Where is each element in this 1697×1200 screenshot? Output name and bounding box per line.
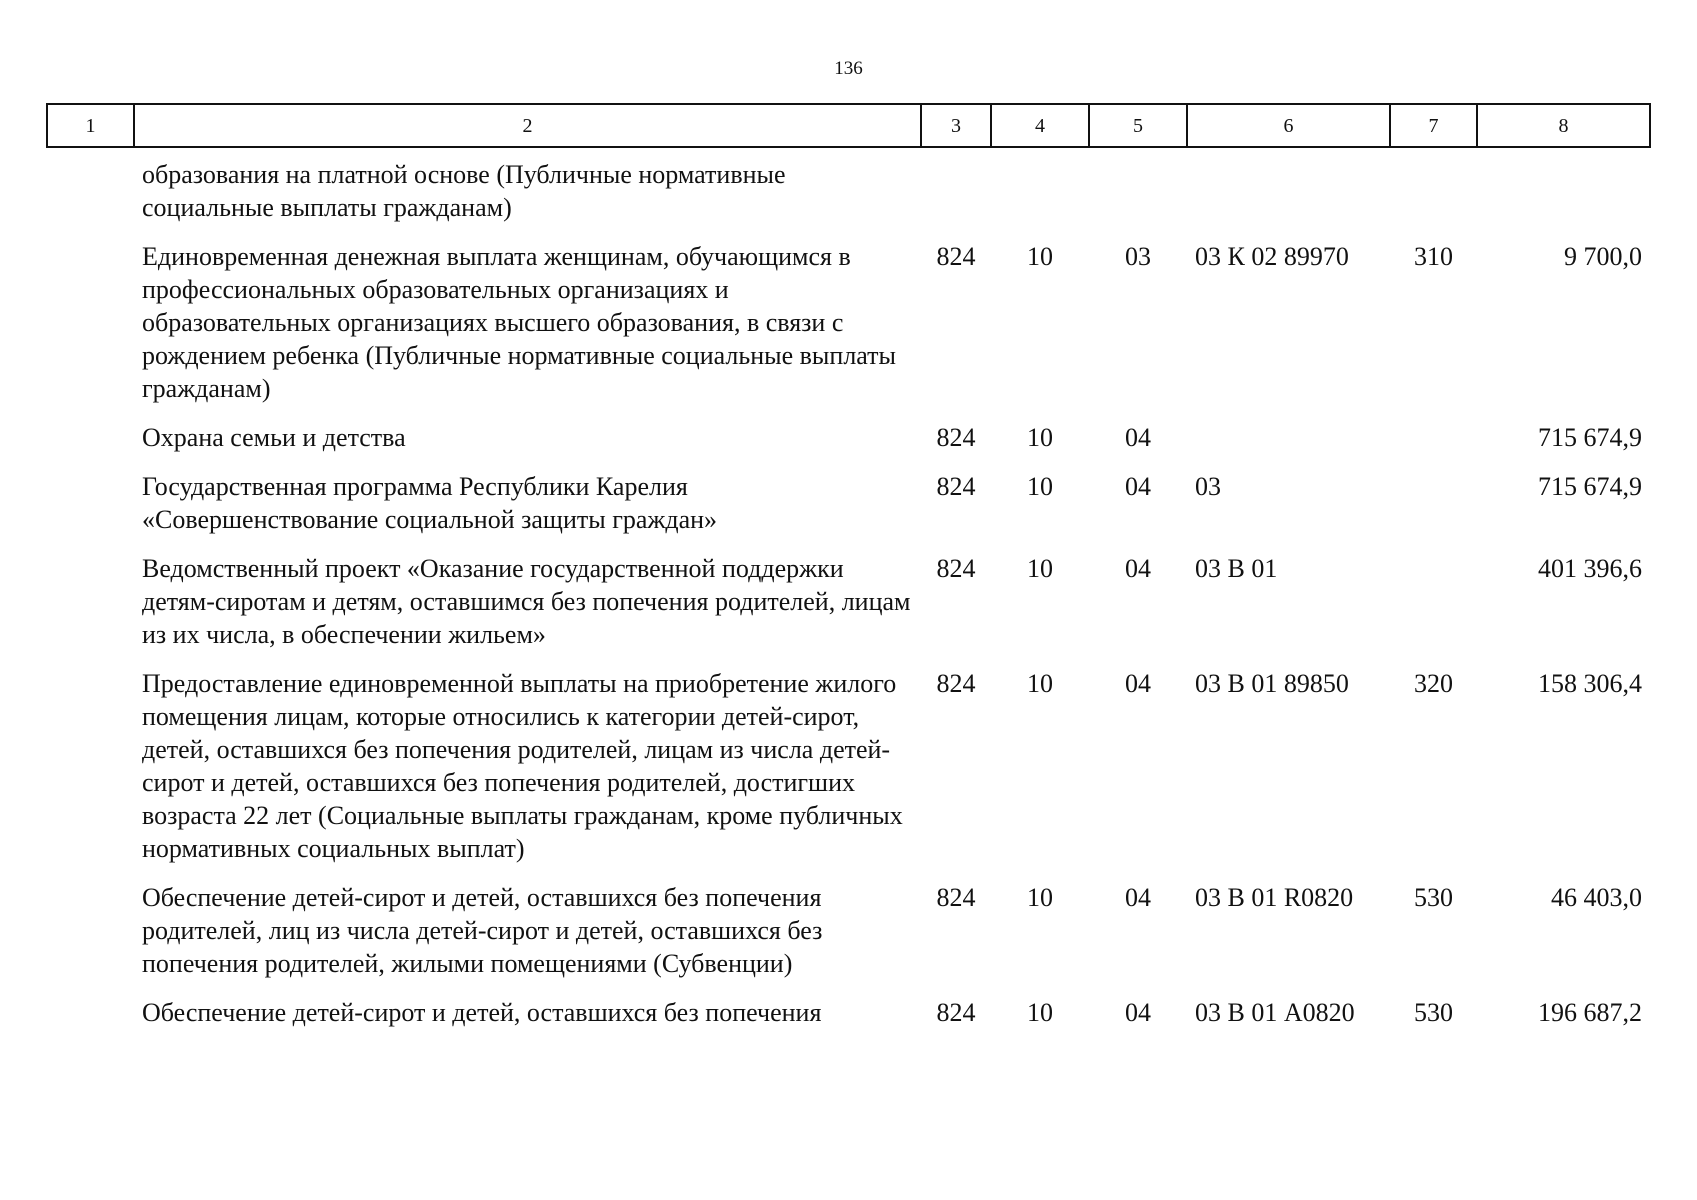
budget-table bbox=[46, 103, 1651, 1045]
table-body bbox=[47, 147, 1650, 1045]
table-row bbox=[47, 996, 1650, 1045]
target-article-code bbox=[1187, 421, 1390, 470]
header-row bbox=[47, 104, 1650, 147]
row-name: Охрана семьи и детства bbox=[142, 423, 406, 452]
target-article-code: 03 В 01 R0820 bbox=[1195, 883, 1354, 912]
expense-type-code: 310 bbox=[1414, 242, 1453, 271]
subsection-code: 04 bbox=[1125, 472, 1151, 501]
row-name: Обеспечение детей-сирот и детей, оставшихся без попечения родителей, лиц из числа детей-сирот и детей, оставшихся без попечения родителей, жилыми помещениями (Субвенции) bbox=[142, 883, 823, 978]
column-header-8: 8 bbox=[1477, 104, 1650, 147]
expense-type-code bbox=[1390, 552, 1477, 667]
table-row bbox=[47, 470, 1650, 552]
table-row bbox=[47, 421, 1650, 470]
section-code: 10 bbox=[1027, 472, 1053, 501]
row-name: Обеспечение детей-сирот и детей, оставшихся без попечения bbox=[142, 998, 822, 1027]
amount-value: 715 674,9 bbox=[1538, 472, 1642, 501]
expense-type-code bbox=[1390, 147, 1477, 240]
expense-type-code: 530 bbox=[1414, 998, 1453, 1027]
row-name: образования на платной основе (Публичные нормативные социальные выплаты гражданам) bbox=[142, 160, 786, 222]
ministry-code: 824 bbox=[936, 423, 976, 452]
row-name: Государственная программа Республики Карелия «Совершенствование социальной защиты граждан» bbox=[142, 472, 718, 534]
subsection-code: 04 bbox=[1125, 669, 1151, 698]
target-article-code: 03 bbox=[1195, 472, 1221, 501]
table-row bbox=[47, 667, 1650, 881]
table-row bbox=[47, 240, 1650, 421]
subsection-code: 04 bbox=[1125, 998, 1151, 1027]
amount-value: 715 674,9 bbox=[1538, 423, 1642, 452]
ministry-code: 824 bbox=[936, 242, 976, 271]
row-index-cell bbox=[47, 147, 134, 240]
column-header-1: 1 bbox=[47, 104, 134, 147]
row-index-cell bbox=[47, 996, 134, 1045]
section-code: 10 bbox=[1027, 554, 1053, 583]
column-header-7: 7 bbox=[1390, 104, 1477, 147]
ministry-code: 824 bbox=[936, 472, 976, 501]
section-code: 10 bbox=[1027, 242, 1053, 271]
row-index-cell bbox=[47, 240, 134, 421]
table-row bbox=[47, 881, 1650, 996]
row-index-cell bbox=[47, 470, 134, 552]
subsection-code bbox=[1089, 147, 1187, 240]
row-index-cell bbox=[47, 552, 134, 667]
expense-type-code: 320 bbox=[1414, 669, 1453, 698]
column-header-6: 6 bbox=[1187, 104, 1390, 147]
section-code: 10 bbox=[1027, 883, 1053, 912]
table-row bbox=[47, 552, 1650, 667]
column-header-5: 5 bbox=[1089, 104, 1187, 147]
target-article-code bbox=[1187, 147, 1390, 240]
column-header-4: 4 bbox=[991, 104, 1089, 147]
table-header bbox=[47, 104, 1650, 147]
expense-type-code bbox=[1390, 421, 1477, 470]
ministry-code: 824 bbox=[936, 998, 976, 1027]
ministry-code: 824 bbox=[936, 554, 976, 583]
target-article-code: 03 В 01 А0820 bbox=[1195, 998, 1355, 1027]
amount-value bbox=[1477, 147, 1650, 240]
page-number: 136 bbox=[834, 58, 863, 79]
amount-value: 9 700,0 bbox=[1564, 242, 1642, 271]
amount-value: 401 396,6 bbox=[1538, 554, 1642, 583]
target-article-code: 03 В 01 bbox=[1195, 554, 1278, 583]
amount-value: 46 403,0 bbox=[1551, 883, 1642, 912]
row-index-cell bbox=[47, 421, 134, 470]
section-code: 10 bbox=[1027, 669, 1053, 698]
ministry-code: 824 bbox=[936, 669, 976, 698]
row-name: Ведомственный проект «Оказание государственной поддержки детям-сиротам и детям, оставшимся без попечения родителей, лицам из их числа, в обеспечении жильем» bbox=[142, 554, 911, 649]
column-header-2: 2 bbox=[134, 104, 921, 147]
subsection-code: 04 bbox=[1125, 554, 1151, 583]
expense-type-code: 530 bbox=[1414, 883, 1453, 912]
row-index-cell bbox=[47, 667, 134, 881]
amount-value: 196 687,2 bbox=[1538, 998, 1642, 1027]
row-name: Единовременная денежная выплата женщинам, обучающимся в профессиональных образовательных организациях и образовательных организациях высшего образования, в связи с рождением ребенка (Публичные нормативные социальные выплаты гражданам) bbox=[142, 242, 896, 403]
column-header-3: 3 bbox=[921, 104, 991, 147]
amount-value: 158 306,4 bbox=[1538, 669, 1642, 698]
section-code: 10 bbox=[1027, 423, 1053, 452]
target-article-code: 03 К 02 89970 bbox=[1195, 242, 1349, 271]
expense-type-code bbox=[1390, 470, 1477, 552]
table-row bbox=[47, 147, 1650, 240]
subsection-code: 03 bbox=[1125, 242, 1151, 271]
subsection-code: 04 bbox=[1125, 423, 1151, 452]
section-code: 10 bbox=[1027, 998, 1053, 1027]
subsection-code: 04 bbox=[1125, 883, 1151, 912]
ministry-code bbox=[921, 147, 991, 240]
target-article-code: 03 В 01 89850 bbox=[1195, 669, 1349, 698]
row-name: Предоставление единовременной выплаты на приобретение жилого помещения лицам, которые относились к категории детей-сирот, детей, оставшихся без попечения родителей, лицам из числа детей-сирот и детей, оставшихся без попечения родителей, достигших возраста 22 лет (Социальные выплаты гражданам, кроме публичных нормативных социальных выплат) bbox=[142, 669, 903, 863]
row-index-cell bbox=[47, 881, 134, 996]
section-code bbox=[991, 147, 1089, 240]
ministry-code: 824 bbox=[936, 883, 976, 912]
